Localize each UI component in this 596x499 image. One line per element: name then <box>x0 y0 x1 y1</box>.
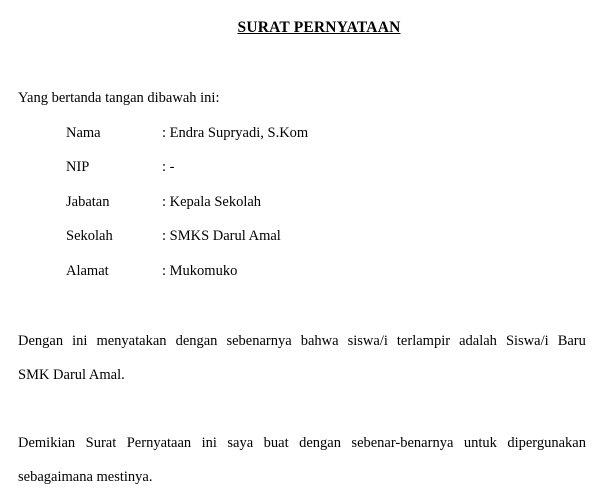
word: adalah <box>459 333 497 349</box>
field-value: : Kepala Sekolah <box>162 194 262 210</box>
word: siswa/i <box>347 333 388 349</box>
field-value: : Endra Supryadi, S.Kom <box>162 125 309 141</box>
word: ini <box>72 333 88 349</box>
field-row-jabatan <box>66 194 566 214</box>
field-value: : Mukomuko <box>162 263 238 279</box>
field-value: : SMKS Darul Amal <box>162 228 281 244</box>
word: saya <box>227 435 254 451</box>
paragraph-line <box>18 426 586 460</box>
word: dengan <box>175 333 218 349</box>
field-label: NIP <box>66 159 90 175</box>
paragraph-line: SMK Darul Amal. <box>18 367 125 383</box>
word: buat <box>263 435 289 451</box>
field-value: : - <box>162 159 175 175</box>
field-label: Sekolah <box>66 228 113 244</box>
word: Demikian <box>18 435 76 451</box>
paragraph-line <box>18 324 586 358</box>
word: sebenarnya <box>226 333 292 349</box>
word: untuk <box>463 435 497 451</box>
word: ini <box>201 435 217 451</box>
paragraph-line: sebagaimana mestinya. <box>18 469 153 485</box>
document-title: SURAT PERNYATAAN <box>237 19 401 36</box>
word: Baru <box>557 333 586 349</box>
field-label: Alamat <box>66 263 109 279</box>
intro-text: Yang bertanda tangan dibawah ini: <box>18 90 220 106</box>
field-label: Nama <box>66 125 101 141</box>
word: Pernyataan <box>126 435 192 451</box>
statement-paragraph <box>18 324 586 392</box>
word: terlampir <box>396 333 451 349</box>
word: Siswa/i <box>505 333 549 349</box>
word: menyatakan <box>96 333 167 349</box>
field-row-nip <box>66 159 566 179</box>
closing-paragraph <box>18 426 586 494</box>
field-row-alamat <box>66 263 566 283</box>
word: dengan <box>299 435 341 451</box>
word: bahwa <box>300 333 339 349</box>
field-row-nama <box>66 125 566 145</box>
word: Surat <box>85 435 117 451</box>
field-label: Jabatan <box>66 194 110 210</box>
field-row-sekolah <box>66 228 566 248</box>
word: dipergunakan <box>507 435 586 451</box>
word: Dengan <box>18 333 64 349</box>
word: sebenar-benarnya <box>351 435 454 451</box>
